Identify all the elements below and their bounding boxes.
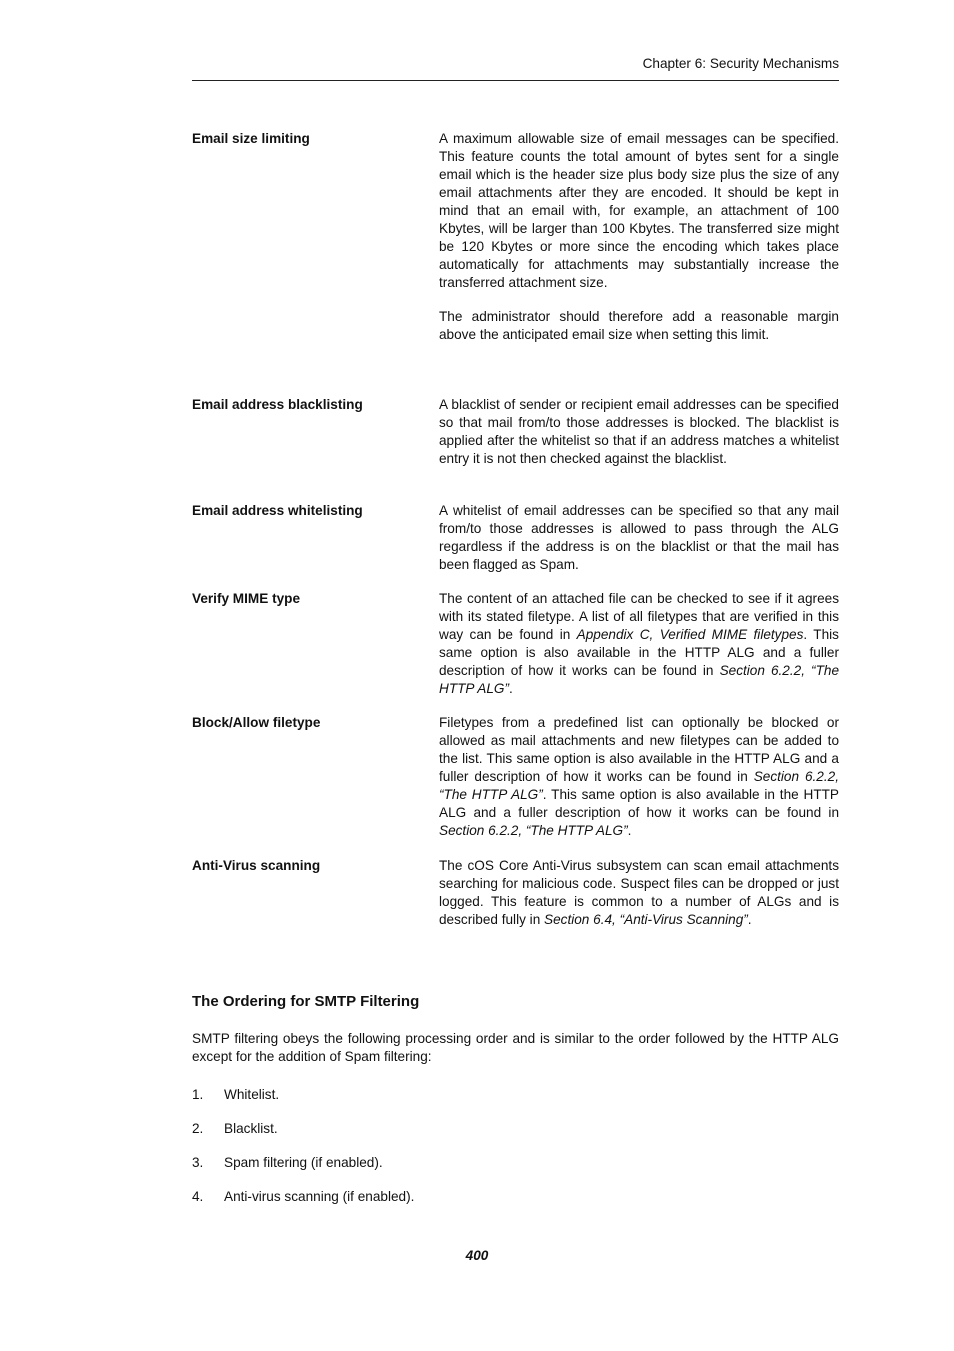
header-rule — [192, 80, 839, 81]
list-text: Blacklist. — [224, 1121, 278, 1136]
def-email-size-limiting — [439, 130, 839, 344]
definition-paragraph: The content of an attached file can be checked to see if it agrees with its stated filetype. A list of all filetypes that are verified in this way can be found in Appendix C, Verified MIME filetypes. This same option is also available in the HTTP ALG and a fuller description of how it works can be found in Section 6.2.2, “The HTTP ALG”. — [439, 591, 840, 696]
list-number: 3. — [192, 1155, 204, 1170]
term-email-address-blacklisting: Email address blacklisting — [192, 397, 363, 412]
definition-paragraph: A maximum allowable size of email messages can be specified. This feature counts the total amount of bytes sent for a single email which is the header size plus body size plus the size of any email attachments after they are encoded. It should be kept in mind that an email with, for example, an attachment of 100 Kbytes, will be larger than 100 Kbytes. The transferred size might be 120 Kbytes or more since the encoding which takes place automatically for attachments may substantially increase the transferred attachment size. — [439, 131, 839, 290]
term-email-address-whitelisting: Email address whitelisting — [192, 503, 363, 518]
list-item — [192, 1086, 839, 1104]
list-text: Spam filtering (if enabled). — [224, 1155, 383, 1170]
list-number: 1. — [192, 1087, 204, 1102]
def-email-address-blacklisting — [439, 396, 839, 468]
term-email-size-limiting: Email size limiting — [192, 131, 310, 146]
cross-reference: Appendix C, Verified MIME filetypes — [576, 627, 804, 642]
list-item — [192, 1154, 839, 1172]
cross-reference: Section 6.2.2, “The HTTP ALG” — [439, 823, 628, 838]
cross-reference: Section 6.2.2, “The HTTP ALG” — [439, 769, 839, 802]
cross-reference: Section 6.2.2, “The HTTP ALG” — [439, 663, 840, 696]
def-email-address-whitelisting — [439, 502, 839, 574]
def-verify-mime-type — [439, 590, 839, 698]
list-number: 4. — [192, 1189, 204, 1204]
term-anti-virus-scanning: Anti-Virus scanning — [192, 858, 321, 873]
definition-paragraph: The administrator should therefore add a reasonable margin above the anticipated email size when setting this limit. — [439, 309, 839, 342]
list-text: Whitelist. — [224, 1087, 280, 1102]
page-header: Chapter 6: Security Mechanisms — [642, 56, 839, 71]
def-block-allow-filetype — [439, 714, 839, 840]
list-number: 2. — [192, 1121, 204, 1136]
page-number: 400 — [465, 1248, 489, 1263]
def-anti-virus-scanning — [439, 857, 839, 929]
term-block-allow-filetype: Block/Allow filetype — [192, 715, 321, 730]
section-intro: SMTP filtering obeys the following processing order and is similar to the order followed by the HTTP ALG except for the addition of Spam filtering: — [192, 1031, 839, 1064]
definition-paragraph: A whitelist of email addresses can be specified so that any mail from/to those addresses is allowed to pass through the ALG regardless if the address is on the blacklist or that the mail has been flagged as Spam. — [439, 503, 839, 572]
section-title: The Ordering for SMTP Filtering — [192, 993, 420, 1010]
list-text: Anti-virus scanning (if enabled). — [224, 1189, 415, 1204]
definition-paragraph: The cOS Core Anti-Virus subsystem can scan email attachments searching for malicious code. Suspect files can be dropped or just logged. This feature is common to a number of ALGs and is described fully in Section 6.4, “Anti-Virus Scanning”. — [439, 858, 839, 927]
list-item — [192, 1120, 839, 1138]
cross-reference: Section 6.4, “Anti-Virus Scanning” — [544, 912, 748, 927]
term-verify-mime-type: Verify MIME type — [192, 591, 301, 606]
list-item — [192, 1188, 839, 1206]
definition-paragraph: A blacklist of sender or recipient email addresses can be specified so that mail from/to those addresses is blocked. The blacklist is applied after the whitelist so that if an address matches a whitelist entry it is not then checked against the blacklist. — [439, 397, 839, 466]
definition-paragraph: Filetypes from a predefined list can optionally be blocked or allowed as mail attachments and new filetypes can be added to the list. This same option is also available in the HTTP ALG and a fuller description of how it works can be found in Section 6.2.2, “The HTTP ALG”. This same option is also available in the HTTP ALG and a fuller description of how it works can be found in Section 6.2.2, “The HTTP ALG”. — [439, 715, 839, 838]
